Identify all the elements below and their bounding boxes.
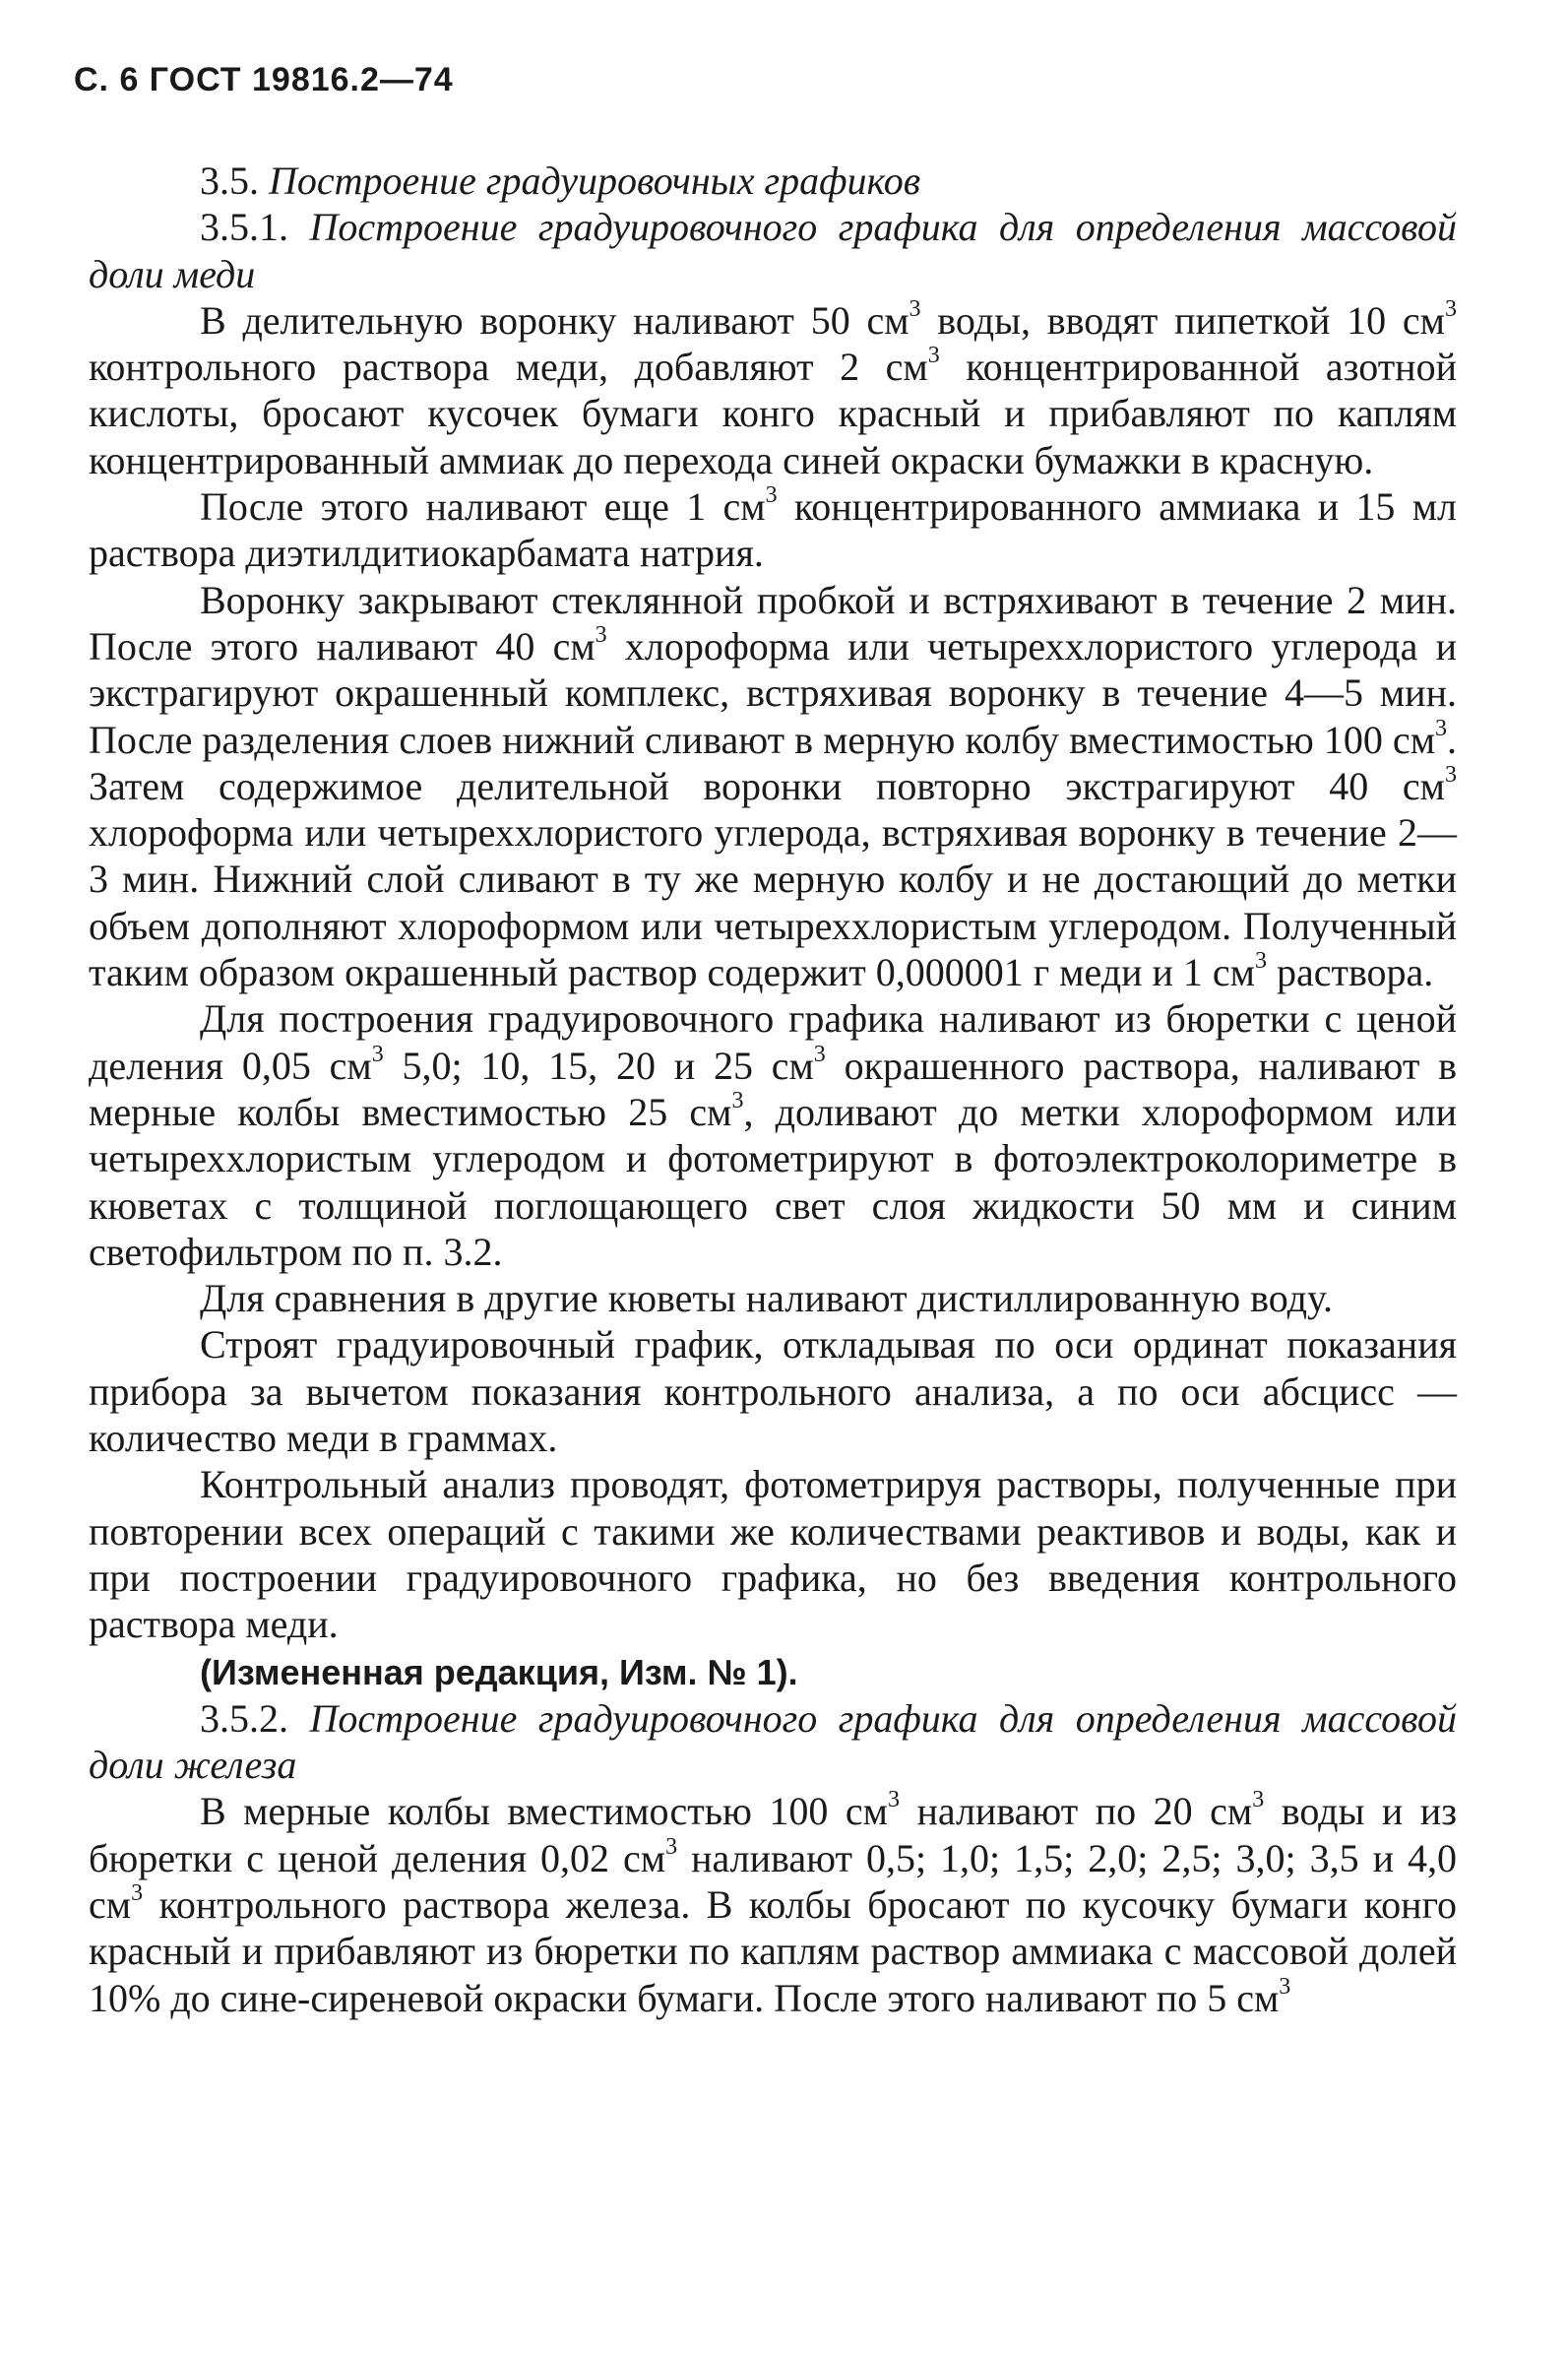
text-run: . Затем содержимое делительной воронки повторно экстрагируют 40 см — [89, 717, 1457, 808]
superscript: 3 — [887, 1787, 900, 1813]
superscript: 3 — [131, 1879, 144, 1906]
text-run: наливают по 20 см — [899, 1789, 1253, 1834]
section-number: 3.5.2. — [200, 1695, 288, 1741]
text-run: воды, вводят пипеткой 10 см — [920, 297, 1445, 343]
page-content — [89, 158, 1457, 2021]
text-run: наливают 0,5; 1,0; 1,5; 2,0; 2,5; 3,0; 3,5 и 4,0 см — [89, 1835, 1457, 1927]
superscript: 3 — [595, 621, 607, 648]
text-run: Для построения градуировочного графика наливают из бюретки с ценой деления 0,05 см — [89, 996, 1457, 1088]
text-run: В мерные колбы вместимостью 100 см — [200, 1789, 888, 1834]
superscript: 3 — [927, 343, 940, 369]
text-run: После этого наливают еще 1 см — [200, 484, 766, 530]
section-title: Построение градуировочного графика для определения массовой доли железа — [89, 1695, 1457, 1788]
section-3-5-heading — [89, 158, 1457, 204]
paragraph — [89, 577, 1457, 996]
paragraph — [89, 1788, 1457, 2020]
text-run: 5,0; 10, 15, 20 и 25 см — [383, 1043, 814, 1088]
superscript: 3 — [1445, 761, 1457, 788]
text-run: контрольного раствора меди, добавляют 2 см — [89, 345, 928, 390]
page-header: С. 6 ГОСТ 19816.2—74 — [74, 61, 454, 98]
paragraph: Строят градуировочный график, откладывая по оси ординат показания прибора за вычетом показания контрольного анализа, а по оси абсцисс — количество меди в граммах. — [89, 1322, 1457, 1461]
superscript: 3 — [1279, 1973, 1291, 2000]
superscript: 3 — [665, 1833, 678, 1860]
text-run: контрольного раствора железа. В колбы бросают по кусочку бумаги конго красный и прибавляют из бюретки по каплям раствор аммиака с массовой долей 10% до сине-сиреневой окраски бумаги. После этого наливают по 5 см — [89, 1881, 1457, 2020]
text-run: хлороформа или четыреххлористого углерода и экстрагируют окрашенный комплекс, встряхивая воронку в течение 4—5 мин. После разделения слоев нижний сливают в мерную колбу вместимостью 100 см — [89, 623, 1458, 762]
text-run: раствора. — [1266, 950, 1434, 995]
section-3-5-2-heading — [89, 1695, 1457, 1789]
paragraph — [89, 297, 1457, 483]
paragraph — [89, 995, 1457, 1275]
text-run: В делительную воронку наливают 50 см — [200, 297, 909, 343]
text-run: воды и из бюретки с ценой деления 0,02 см — [89, 1789, 1457, 1880]
superscript: 3 — [1252, 1787, 1265, 1813]
superscript: 3 — [1445, 295, 1457, 322]
superscript: 3 — [1254, 948, 1267, 975]
paragraph — [89, 483, 1457, 577]
section-number: 3.5.1. — [200, 205, 288, 250]
superscript: 3 — [1435, 715, 1447, 741]
superscript: 3 — [813, 1041, 826, 1067]
amendment-note: (Измененная редакция, Изм. № 1). — [200, 1651, 798, 1692]
text-run: Воронку закрывают стеклянной пробкой и встряхивают в течение 2 мин. После этого наливают 40 см — [89, 577, 1457, 668]
text-run: , доливают до метки хлороформом или четыреххлористым углеродом и фотометрируют в фотоэлектроколориметре в кюветах с толщиной поглощающего свет слоя жидкости 50 мм и синим светофильтром по п. 3.2. — [89, 1089, 1457, 1274]
paragraph: Контрольный анализ проводят, фотометрируя растворы, полученные при повторении всех операций с такими же количествами реактивов и воды, как и при построении градуировочного графика, но без введения контрольного раствора меди. — [89, 1462, 1457, 1647]
superscript: 3 — [909, 295, 921, 322]
superscript: 3 — [765, 482, 778, 509]
paragraph: Для сравнения в другие кюветы наливают дистиллированную воду. — [200, 1276, 1333, 1321]
section-title: Построение градуировочного графика для определения массовой доли меди — [89, 205, 1457, 296]
superscript: 3 — [731, 1087, 744, 1113]
text-run: концентрированной азотной кислоты, бросают кусочек бумаги конго красный и прибавляют по каплям концентрированный аммиак до перехода синей окраски бумажки в красную. — [89, 345, 1457, 482]
section-number: 3.5. — [200, 159, 259, 203]
text-run: хлороформа или четыреххлористого углерода, встряхивая воронку в течение 2—3 мин. Нижний слой сливают в ту же мерную колбу и не достающий до метки объем дополняют хлороформом или четыреххлористым углеродом. Полученный таким образом окрашенный раствор содержит 0,000001 г меди и 1 см — [89, 810, 1457, 995]
section-title: Построение градуировочных графиков — [269, 159, 921, 203]
text-run: окрашенного раствора, наливают в мерные колбы вместимостью 25 см — [89, 1043, 1457, 1134]
text-run: концентрированного аммиака и 15 мл раствора диэтилдитиокарбамата натрия. — [89, 484, 1457, 576]
superscript: 3 — [371, 1041, 384, 1067]
section-3-5-1-heading — [89, 204, 1457, 297]
amendment-note-line — [89, 1648, 1457, 1695]
